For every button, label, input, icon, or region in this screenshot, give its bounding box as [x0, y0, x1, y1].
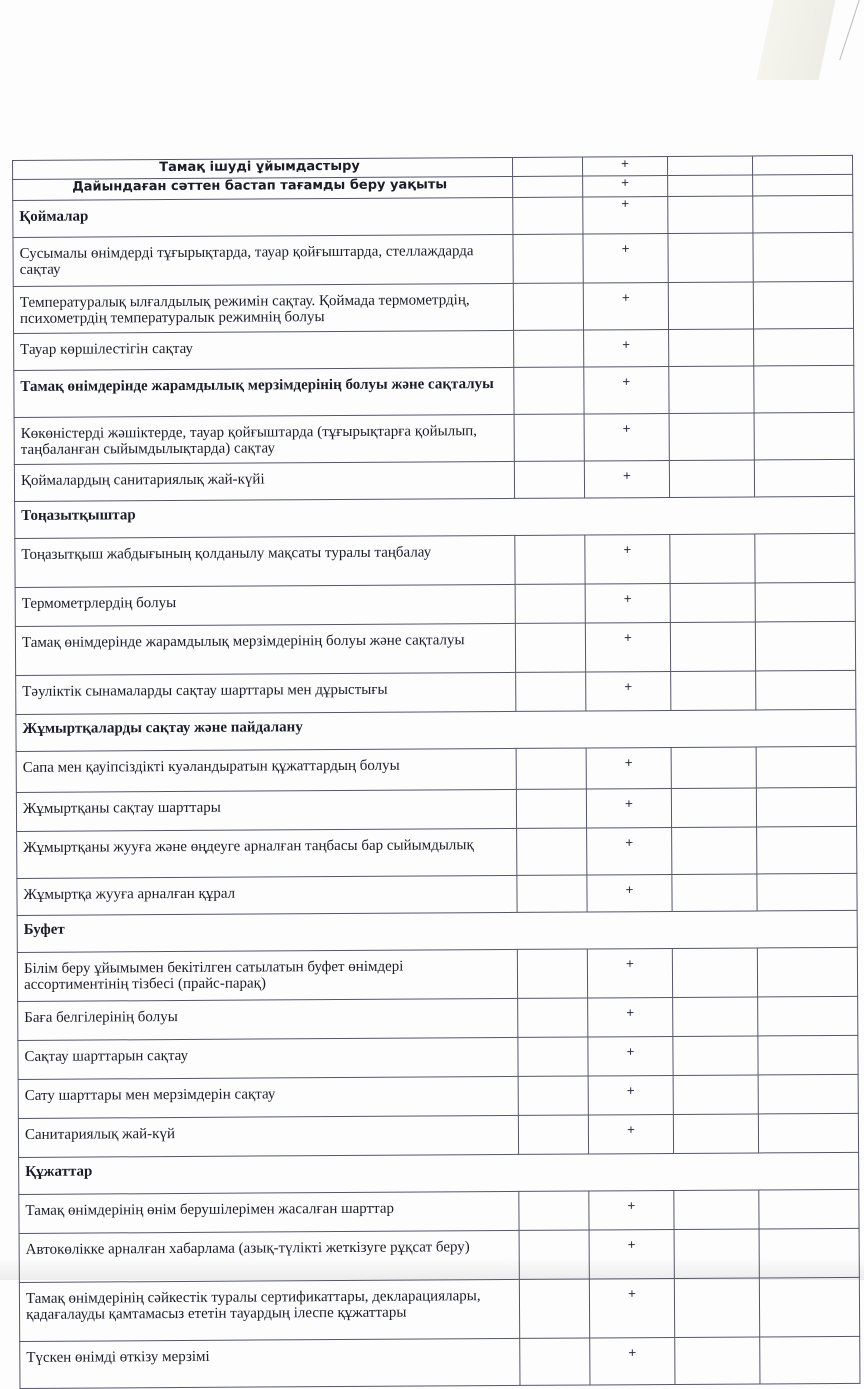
empty-cell [514, 461, 584, 498]
empty-cell [518, 1115, 588, 1154]
empty-cell [755, 621, 855, 671]
empty-cell [512, 157, 582, 176]
table-row [17, 947, 857, 1001]
empty-cell [760, 1336, 860, 1384]
table-row [15, 533, 855, 587]
plus-mark: + [586, 671, 671, 711]
empty-cell [672, 874, 757, 912]
empty-cell [513, 176, 583, 197]
plus-mark: + [586, 788, 671, 828]
empty-cell [668, 233, 753, 283]
section-title: Құжаттар [19, 1152, 859, 1194]
table-row [18, 1113, 858, 1157]
empty-cell [755, 533, 855, 583]
empty-cell [514, 367, 584, 414]
table-row [16, 670, 856, 714]
plus-mark: + [584, 329, 669, 367]
table-row [14, 459, 854, 501]
subheading-label: Қоймалар [13, 197, 513, 237]
plus-mark: + [583, 196, 668, 234]
empty-cell [756, 787, 856, 827]
empty-cell [757, 873, 857, 911]
row-label: Тамақ өнімдерінде жарамдылық мерзімдерінің болуы және сақталуы [14, 367, 514, 417]
table-row [13, 195, 853, 237]
table-row [18, 1035, 858, 1079]
table-row [16, 746, 856, 792]
empty-cell [513, 234, 583, 283]
empty-cell [754, 328, 854, 366]
plus-mark: + [585, 622, 670, 672]
row-label: Жұмыртқа жууға арналған құрал [17, 875, 517, 915]
plus-mark: + [588, 1075, 673, 1115]
plus-mark: + [588, 997, 673, 1037]
section-title: Жұмыртқаларды сақтау және пайдалану [16, 709, 856, 751]
table-row [19, 1189, 859, 1233]
table-row [14, 365, 854, 417]
plus-mark: + [589, 1229, 674, 1279]
empty-cell [669, 329, 754, 367]
row-label: Сапа мен қауіпсіздікті куәландыратын құжаттардың болуы [16, 748, 516, 792]
empty-cell [674, 1229, 759, 1279]
empty-cell [756, 670, 856, 710]
empty-cell [753, 232, 853, 282]
empty-cell [758, 1035, 858, 1075]
empty-cell [516, 672, 586, 711]
section-header [17, 910, 857, 952]
row-label: Тамақ өнімдерінде жарамдылық мерзімдерінің болуы және сақталуы [15, 623, 515, 675]
empty-cell [516, 748, 586, 789]
empty-cell [752, 155, 852, 175]
plus-mark: + [588, 1036, 673, 1076]
empty-cell [672, 948, 757, 998]
plus-mark: + [587, 874, 672, 912]
empty-cell [675, 1337, 760, 1385]
row-label: Қоймалардың санитариялық жай-күйі [14, 461, 514, 501]
empty-cell [753, 174, 853, 196]
empty-cell [674, 1190, 759, 1230]
row-label: Тәуліктік сынамаларды сақтау шарттары мен дұрыстығы [16, 672, 516, 714]
row-label: Тауар көршілестігін сақтау [14, 330, 514, 370]
empty-cell [517, 875, 587, 912]
empty-cell [515, 623, 585, 672]
empty-cell [518, 998, 588, 1037]
empty-cell [673, 997, 758, 1037]
plus-mark: + [582, 156, 667, 176]
plus-mark: + [585, 534, 670, 584]
empty-cell [670, 622, 755, 672]
empty-cell [754, 365, 854, 413]
row-label: Білім беру ұйымымен бекітілген сатылатын буфет өнімдері ассортиментінің тізбесі (прайс-парақ) [17, 949, 517, 1001]
plus-mark: + [587, 948, 672, 998]
empty-cell [669, 366, 754, 414]
row-label: Жұмыртқаны жууға және өңдеуге арналған таңбасы бар сыйымдылық [17, 828, 517, 878]
table-row [18, 1074, 858, 1118]
section-header [16, 709, 856, 751]
empty-cell [759, 1277, 859, 1337]
plus-mark: + [584, 413, 669, 461]
empty-cell [758, 1113, 858, 1153]
empty-cell [759, 1189, 859, 1229]
empty-cell [515, 584, 585, 623]
table-row [17, 826, 857, 878]
plus-mark: + [588, 1114, 673, 1154]
table-row [14, 412, 854, 464]
row-label: Жұмыртқаны сақтау шарттары [16, 789, 516, 831]
plus-mark: + [589, 1278, 674, 1338]
empty-cell [759, 1228, 859, 1278]
empty-cell [753, 281, 853, 329]
row-label: Автокөлікке арналған хабарлама (азық-түлікті жеткізуге рұқсат беру) [19, 1230, 519, 1282]
empty-cell [670, 583, 755, 623]
row-label: Баға белгілерінің болуы [18, 998, 518, 1040]
section-header [19, 1152, 859, 1194]
empty-cell [518, 1037, 588, 1076]
empty-cell [513, 283, 583, 330]
page-corner [839, 0, 864, 60]
empty-cell [674, 1278, 759, 1338]
empty-cell [513, 197, 583, 234]
empty-cell [753, 195, 853, 233]
table-row [19, 1277, 859, 1341]
plus-mark: + [587, 827, 672, 875]
plus-mark: + [585, 583, 670, 623]
empty-cell [516, 789, 586, 828]
row-label: Көкөністерді жәшіктерде, тауар қойғыштарда (тұғырықтарға қойылып, таңбаланған сыйымдылықтарда) сақтау [14, 414, 514, 464]
empty-cell [672, 827, 757, 875]
row-label: Сусымалы өнімдерді тұғырықтарда, тауар қойғыштарда, стеллаждарда сақтау [13, 234, 513, 286]
empty-cell [671, 747, 756, 789]
table-row [14, 328, 854, 370]
table-row [18, 996, 858, 1040]
empty-cell [515, 535, 585, 584]
table-row [13, 232, 853, 286]
empty-cell [514, 414, 584, 461]
empty-cell [756, 746, 856, 788]
table-row [20, 1336, 860, 1388]
plus-mark: + [584, 460, 669, 498]
empty-cell [671, 788, 756, 828]
table-row [17, 873, 857, 915]
plus-mark: + [589, 1190, 674, 1230]
table-row [15, 621, 855, 675]
empty-cell [758, 996, 858, 1036]
empty-cell [757, 947, 857, 997]
plus-mark: + [586, 747, 671, 789]
empty-cell [758, 1074, 858, 1114]
empty-cell [673, 1114, 758, 1154]
section-title: Тоңазытқыштар [15, 496, 855, 538]
empty-cell [667, 156, 752, 176]
empty-cell [519, 1230, 589, 1279]
empty-cell [755, 582, 855, 622]
row-label: Дайындаған сәттен бастап тағамды беру уақыты [13, 176, 513, 200]
empty-cell [668, 282, 753, 330]
empty-cell [669, 413, 754, 461]
row-label: Термометрлердің болуы [15, 584, 515, 626]
empty-cell [673, 1075, 758, 1115]
section-header [15, 496, 855, 538]
empty-cell [669, 460, 754, 498]
empty-cell [754, 459, 854, 497]
paper-shadow [756, 0, 835, 80]
plus-mark: + [583, 175, 668, 197]
empty-cell [514, 330, 584, 367]
plus-mark: + [583, 233, 668, 283]
empty-cell [519, 1191, 589, 1230]
empty-cell [517, 949, 587, 998]
row-label: Түскен өнімді өткізу мерзімі [20, 1338, 520, 1388]
empty-cell [673, 1036, 758, 1076]
row-label: Тамақ өнімдерінің сәйкестік туралы сертификаттары, декларациялары, қадағалауды қамтамасыз ететін тауардың ілеспе құжаттары [19, 1279, 519, 1341]
row-label: Санитариялық жай-күй [18, 1115, 518, 1157]
empty-cell [517, 828, 587, 875]
section-title: Буфет [17, 910, 857, 952]
checklist-table [12, 155, 860, 1389]
empty-cell [671, 671, 756, 711]
empty-cell [668, 175, 753, 197]
empty-cell [518, 1076, 588, 1115]
table-row [19, 1228, 859, 1282]
empty-cell [520, 1338, 590, 1385]
empty-cell [757, 826, 857, 874]
empty-cell [519, 1279, 589, 1338]
table-row [16, 787, 856, 831]
plus-mark: + [584, 366, 669, 414]
row-label: Тоңазытқыш жабдығының қолданылу мақсаты туралы таңбалау [15, 535, 515, 587]
table-row [15, 582, 855, 626]
empty-cell [668, 196, 753, 234]
row-label: Температуралық ылғалдылық режимін сақтау. Қоймада термометрдің, психометрдің температуралык режимнің болуы [13, 283, 513, 333]
row-label: Сақтау шарттарын сақтау [18, 1037, 518, 1079]
table-row [13, 281, 853, 333]
row-label: Тамақ ішуді ұйымдастыру [13, 157, 513, 179]
row-label: Сату шарттары мен мерзімдерін сақтау [18, 1076, 518, 1118]
empty-cell [754, 412, 854, 460]
row-label: Тамақ өнімдерінің өнім берушілерімен жасалған шарттар [19, 1191, 519, 1233]
empty-cell [670, 534, 755, 584]
plus-mark: + [583, 282, 668, 330]
plus-mark: + [590, 1337, 675, 1385]
